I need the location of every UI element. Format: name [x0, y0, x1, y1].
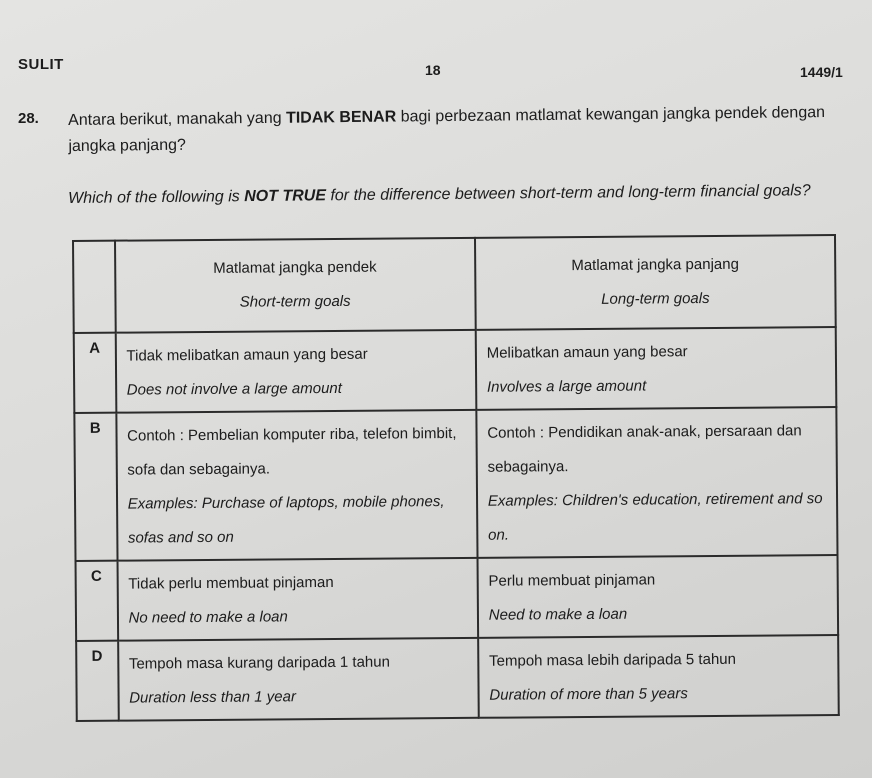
option-long-malay: Melibatkan amaun yang besar	[486, 343, 688, 362]
header-long-english: Long-term goals	[601, 289, 710, 308]
option-long-english: Involves a large amount	[486, 377, 647, 396]
question-english-emphasis: NOT TRUE	[244, 187, 327, 206]
option-short-cell	[115, 330, 476, 413]
question-malay-prefix: Antara berikut, manakah yang	[68, 109, 287, 129]
question-english-prefix: Which of the following is	[68, 188, 245, 207]
option-letter: C	[76, 561, 118, 641]
option-row-d	[76, 635, 839, 721]
option-row-b	[74, 407, 837, 561]
option-long-english: Need to make a loan	[488, 605, 628, 624]
question-number: 28.	[18, 110, 39, 127]
option-short-malay: Tidak perlu membuat pinjaman	[128, 573, 334, 593]
option-letter: D	[76, 641, 118, 721]
table-header-row	[73, 235, 836, 333]
header-short-term	[115, 238, 476, 333]
option-short-english: Does not involve a large amount	[126, 379, 342, 399]
question-english-suffix: for the difference between short-term and long-term financial goals?	[325, 182, 811, 205]
question-text-english	[68, 178, 858, 212]
option-row-c	[76, 555, 839, 641]
option-short-english: Duration less than 1 year	[129, 688, 297, 707]
header-short-malay: Matlamat jangka pendek	[213, 258, 377, 277]
header-long-term	[475, 235, 836, 330]
option-short-english: Examples: Purchase of laptops, mobile phones, sofas and so on	[127, 493, 445, 547]
question-malay-emphasis: TIDAK BENAR	[285, 108, 397, 127]
option-short-malay: Tempoh masa kurang daripada 1 tahun	[128, 653, 390, 673]
option-short-cell	[117, 558, 478, 641]
option-long-malay: Contoh : Pendidikan anak-anak, persaraan dan sebagainya.	[487, 422, 802, 476]
answer-options-table	[72, 234, 840, 722]
paper-code: 1449/1	[800, 64, 843, 80]
option-row-a	[74, 327, 837, 413]
option-long-malay: Tempoh masa lebih daripada 5 tahun	[489, 650, 737, 670]
classification-label: SULIT	[18, 56, 64, 73]
option-long-cell	[477, 555, 838, 638]
option-long-malay: Perlu membuat pinjaman	[488, 571, 656, 590]
option-long-cell	[476, 407, 837, 558]
option-short-cell	[116, 410, 477, 561]
question-malay-suffix: bagi perbezaan matlamat kewangan jangka pendek dengan jangka panjang?	[68, 104, 826, 155]
option-long-english: Duration of more than 5 years	[489, 685, 688, 704]
header-short-english: Short-term goals	[239, 292, 351, 311]
option-short-cell	[118, 638, 479, 721]
option-letter: A	[74, 333, 116, 413]
page-number: 18	[425, 62, 441, 78]
option-long-cell	[478, 635, 839, 718]
option-short-malay: Contoh : Pembelian komputer riba, telefon bimbit, sofa dan sebagainya.	[127, 424, 457, 479]
header-empty-cell	[73, 241, 115, 333]
option-letter: B	[74, 413, 117, 561]
option-long-cell	[475, 327, 836, 410]
option-long-english: Examples: Children's education, retirement and so on.	[487, 490, 823, 544]
header-long-malay: Matlamat jangka panjang	[571, 255, 739, 275]
option-short-malay: Tidak melibatkan amaun yang besar	[126, 345, 368, 365]
answer-options-table-wrap	[72, 234, 840, 722]
question-text-malay	[68, 100, 849, 160]
option-short-english: No need to make a loan	[128, 608, 288, 627]
